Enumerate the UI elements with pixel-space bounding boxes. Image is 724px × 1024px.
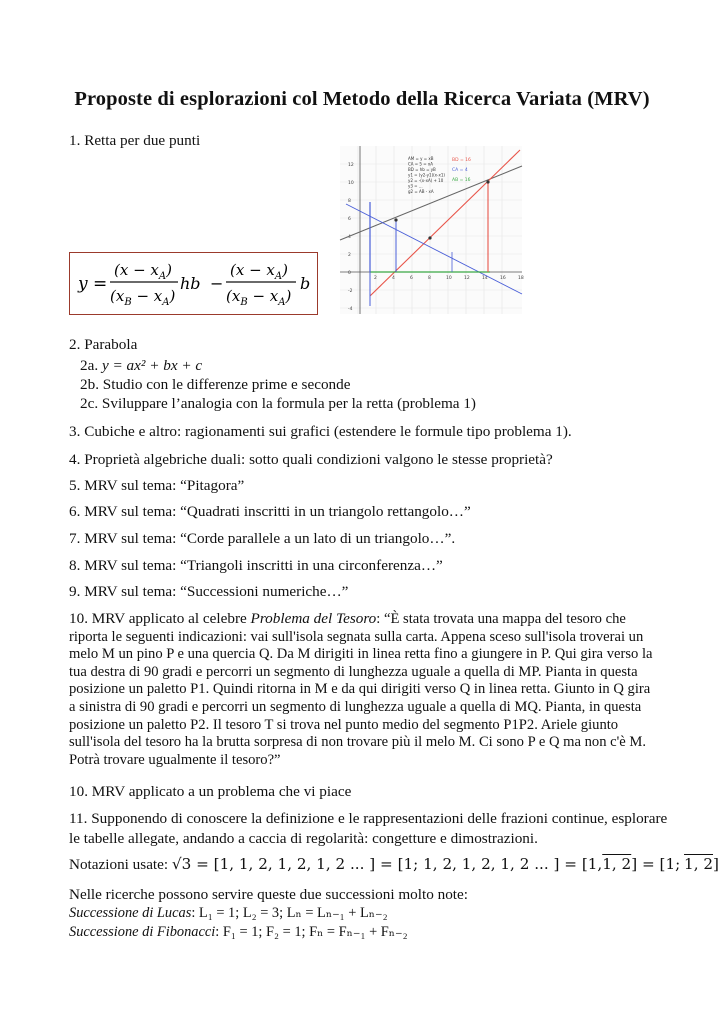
legend-left-entry: y2 = -(x-xA) + 10 bbox=[408, 178, 444, 183]
item-7: 7. MRV sul tema: “Corde parallele a un lato di un triangolo…”. bbox=[69, 530, 456, 547]
y-tick-label: 10 bbox=[348, 181, 354, 186]
x-tick-label: 12 bbox=[464, 276, 470, 281]
page-title: Proposte di esplorazioni col Metodo della Ricerca Variata (MRV) bbox=[74, 88, 650, 110]
legend-left-entry: y3 = ... bbox=[408, 183, 423, 189]
formula-den1: $(x_B - x_A)$ bbox=[110, 287, 176, 308]
y-tick-label: 2 bbox=[348, 253, 351, 258]
y-tick-label: 12 bbox=[348, 163, 354, 168]
item-2a: 2a. y = ax² + bx + c bbox=[80, 357, 203, 374]
item-3: 3. Cubiche e altro: ragionamenti sui grafici (estendere le formule tipo problema 1). bbox=[69, 423, 572, 440]
fibonacci-sequence: Successione di Fibonacci: F₁ = 1; F₂ = 1; Fₙ = Fₙ₋₁ + Fₙ₋₂ bbox=[69, 924, 408, 940]
item-10-treasure: 10. MRV applicato al celebre Problema del Tesoro: “È stata trovata una mappa del tesoro che riporta le seguenti indicazioni: vai sull'isola segnata sulla carta. Appena sceso sull'isola troverai un melo M un pino P e una quercia Q. Da M dirigiti in linea retta fino a giungere in P. Qui gira verso la tua destra di 90 gradi e percorri un segmento di lunghezza uguale a quella di MP. Pianta in questa posizione un paletto P1. Quindi ritorna in M e da qui dirigiti verso Q in linea retta. Giunto in Q gira a sinistra di 90 gradi e percorri un segmento di lunghezza uguale a quella di MQ. Pianta, in questa posizione un paletto P2. Il tesoro T si trova nel punto medio del segmento P1P2. Ariele giunto sull'isola del tesoro ha la brutta sorpresa di non trovare più il melo M. Ci sono P e Q ma non c'è M. Potrà trovare ugualmente il tesoro?” bbox=[69, 610, 653, 768]
legend-left-entry: AM = y = xB bbox=[408, 156, 434, 161]
formula-factor1: hb bbox=[180, 274, 201, 293]
graph-point-a bbox=[394, 218, 397, 221]
legend-right-entry: CA = 4 bbox=[452, 168, 468, 173]
x-tick-label: 8 bbox=[428, 276, 431, 281]
x-tick-label: 16 bbox=[500, 276, 506, 281]
line-graph-figure bbox=[340, 146, 522, 314]
item-2b: 2b. Studio con le differenze prime e seconde bbox=[80, 376, 351, 393]
item-9: 9. MRV sul tema: “Successioni numeriche…” bbox=[69, 583, 349, 600]
formula-minus: − bbox=[210, 274, 224, 293]
item-4: 4. Proprietà algebriche duali: sotto quali condizioni valgono le stesse proprietà? bbox=[69, 451, 553, 468]
y-tick-label: 8 bbox=[348, 199, 351, 204]
x-tick-label: 6 bbox=[410, 276, 413, 281]
legend-right-entry: AB = 16 bbox=[452, 178, 471, 183]
x-tick-label: 10 bbox=[446, 276, 452, 281]
legend-left-entry: BD = hb = yB bbox=[408, 167, 436, 172]
y-tick-label: -2 bbox=[348, 289, 353, 294]
x-tick-label: 18 bbox=[518, 276, 524, 281]
item-1: 1. Retta per due punti bbox=[69, 132, 201, 149]
formula-lhs: y = bbox=[78, 274, 108, 294]
legend-left-entry: y1 = (y2-y1)(x-x1) bbox=[408, 172, 445, 178]
legend-left-entry: CA = 5 = xA bbox=[408, 161, 433, 167]
formula-num1: $(x - x_A)$ bbox=[114, 261, 172, 282]
item-10-b: 10. MRV applicato a un problema che vi piace bbox=[69, 783, 352, 800]
line-formula bbox=[70, 253, 316, 313]
legend-left-entry: g2 = AB - xA bbox=[408, 189, 434, 194]
formula-den2: $(x_B - x_A)$ bbox=[226, 287, 292, 308]
legend-right-entry: BD = 16 bbox=[452, 158, 471, 163]
line-formula-box bbox=[69, 252, 318, 315]
graph-point-b bbox=[486, 180, 489, 183]
x-tick-label: 2 bbox=[374, 276, 377, 281]
item-2c: 2c. Sviluppare l’analogia con la formula per la retta (problema 1) bbox=[80, 395, 476, 412]
notation-line: Notazioni usate: √3 = [1, 1, 2, 1, 2, 1, 2 ... ] = [1; 1, 2, 1, 2, 1, 2 ... ] = [1,1, 2] = [1; 1, 2] bbox=[69, 855, 719, 873]
graph-point-c bbox=[428, 236, 431, 239]
y-tick-label: -4 bbox=[348, 307, 353, 312]
lucas-sequence: Successione di Lucas: L₁ = 1; L₂ = 3; Lₙ = Lₙ₋₁ + Lₙ₋₂ bbox=[69, 905, 388, 921]
x-tick-label: 14 bbox=[482, 276, 488, 281]
item-8: 8. MRV sul tema: “Triangoli inscritti in una circonferenza…” bbox=[69, 557, 443, 574]
item-11: 11. Supponendo di conoscere la definizione e le rappresentazioni delle frazioni continue, esplorare le tabelle allegate, andando a caccia di regolarità: congetture e dimostrazioni. bbox=[69, 810, 668, 847]
item-2: 2. Parabola bbox=[69, 336, 138, 353]
x-tick-label: 4 bbox=[392, 276, 395, 281]
y-tick-label: 4 bbox=[348, 235, 351, 240]
y-tick-label: 0 bbox=[348, 271, 351, 276]
item-5: 5. MRV sul tema: “Pitagora” bbox=[69, 477, 245, 494]
sequences-intro: Nelle ricerche possono servire queste due successioni molto note: bbox=[69, 886, 468, 903]
item-6: 6. MRV sul tema: “Quadrati inscritti in un triangolo rettangolo…” bbox=[69, 503, 471, 520]
formula-num2: $(x - x_A)$ bbox=[230, 261, 288, 282]
y-tick-label: 6 bbox=[348, 217, 351, 222]
formula-factor2: b bbox=[300, 274, 311, 293]
